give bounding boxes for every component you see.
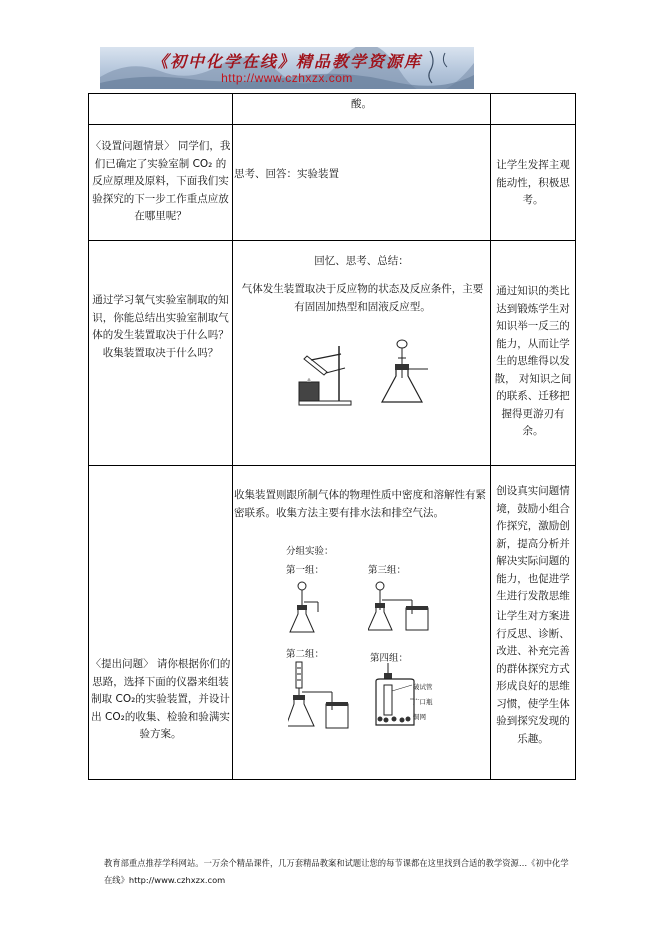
group-two-label: 第二组：	[286, 649, 325, 660]
label-broken-test-tube: 破试管	[413, 683, 433, 691]
banner-url-link[interactable]: http://www.czhxzx.com	[221, 71, 353, 85]
row3-design-intent-b: 让学生对方案进行反思、诊断、改进、补充完善的群体探究方式形成良好的思维习惯，使学生体验到探究发现的乐趣。	[496, 610, 570, 745]
solid-heating-apparatus-figure	[293, 338, 359, 408]
solid-liquid-apparatus-figure	[378, 338, 438, 408]
group-two-apparatus-figure	[288, 660, 358, 730]
group-one-label: 第一组：	[286, 565, 325, 576]
group-four-label: 第四组：	[370, 653, 409, 664]
row1-design-intent: 让学生发挥主观能动性，积极思考。	[496, 159, 570, 206]
group-experiment-title: 分组实验：	[286, 546, 334, 557]
row2-student-heading: 回忆、思考、总结：	[314, 255, 409, 267]
group-one-apparatus-figure	[288, 578, 322, 638]
banner-title: 《初中化学在线》精品教学资源库	[151, 52, 422, 71]
group-three-label: 第三组：	[368, 565, 407, 576]
label-copper-mesh: 铜网	[413, 713, 426, 721]
row0-student-activity: 酸。	[351, 98, 372, 110]
row1-teacher-activity: 〈设置问题情景〉 同学们，我们已确定了实验室制 CO₂ 的反应原理及原料，下面我们实验探究的下一步工作重点应放在哪里呢？	[90, 140, 231, 222]
group-three-apparatus-figure	[368, 578, 438, 634]
row2-teacher-activity: 通过学习氧气实验室制取的知识，你能总结出实验室制取气体的发生装置取决于什么吗？收集装置取决于什么吗？	[92, 294, 229, 359]
row3-student-text: 收集装置则跟所制气体的物理性质中密度和溶解性有紧密联系。收集方法主要有排水法和排空气法。	[234, 489, 486, 519]
label-wide-mouth-bottle: 广口瓶	[413, 698, 433, 706]
row2-student-summary: 气体发生装置取决于反应物的状态及反应条件，主要有固固加热型和固液反应型。	[241, 283, 484, 313]
group-four-apparatus-figure	[372, 663, 418, 729]
row3-design-intent-a: 创设真实问题情境，鼓励小组合作探究，激励创新，提高分析并解决实际问题的能力，也促进学生进行发散思维	[496, 485, 570, 602]
row3-teacher-activity: 〈提出问题〉 请你根据你们的思路，选择下面的仪器来组装制取 CO₂的实验装置，并设计出 CO₂的收集、检验和验满实验方案。	[90, 658, 231, 740]
page-footer: 教育部重点推荐学科网站。一万余个精品课件，几万套精品教案和试题让您的每节课都在这里找到合适的教学资源…《初中化学在线》http://www.czhxzx.com	[104, 858, 569, 885]
row2-design-intent: 通过知识的类比达到锻炼学生对知识举一反三的能力，从而让学生的思维得以发散， 对知识之间的联系、迁移把握得更游刃有余。	[494, 285, 572, 437]
row1-student-activity: 思考、回答：实验装置	[234, 168, 339, 180]
